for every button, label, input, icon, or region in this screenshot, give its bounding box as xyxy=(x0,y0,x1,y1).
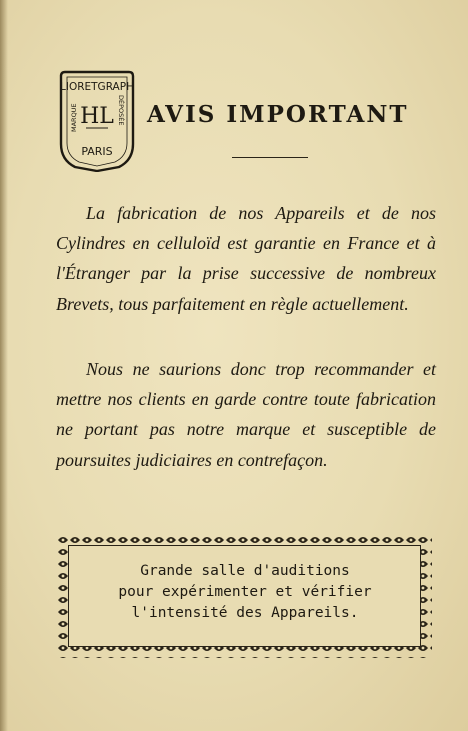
logo-city: PARIS xyxy=(81,145,113,158)
title-divider xyxy=(232,157,308,158)
page-title: AVIS IMPORTANT xyxy=(147,101,409,128)
paragraph-patents: La fabrication de nos Appareils et de nos Cylindres en celluloïd est garantie en France et à l'Étranger par la prise successive de nombreux Brevets, tous parfaitement en règle actuellement. xyxy=(56,203,436,314)
logo-top-text: LIORETGRAPH xyxy=(60,81,134,93)
lioretgraph-logo xyxy=(57,68,137,172)
notice-line-1: Grande salle d'auditions xyxy=(140,563,350,579)
notice-line-3: l'intensité des Appareils. xyxy=(131,605,359,621)
page-edge-shadow xyxy=(0,0,8,731)
notice-line-2: pour expérimenter et vérifier xyxy=(118,584,372,600)
logo-left-text: MARQUE xyxy=(70,103,78,132)
logo-monogram: HL xyxy=(80,104,114,129)
logo-right-text: DÉPOSÉE xyxy=(117,95,125,126)
paragraph-warning: Nous ne saurions donc trop recommander et mettre nos clients en garde contre toute fabrication ne portant pas notre marque et susceptible de poursuites judiciaires en contrefaçon. xyxy=(56,359,436,470)
notice-box xyxy=(80,561,410,624)
